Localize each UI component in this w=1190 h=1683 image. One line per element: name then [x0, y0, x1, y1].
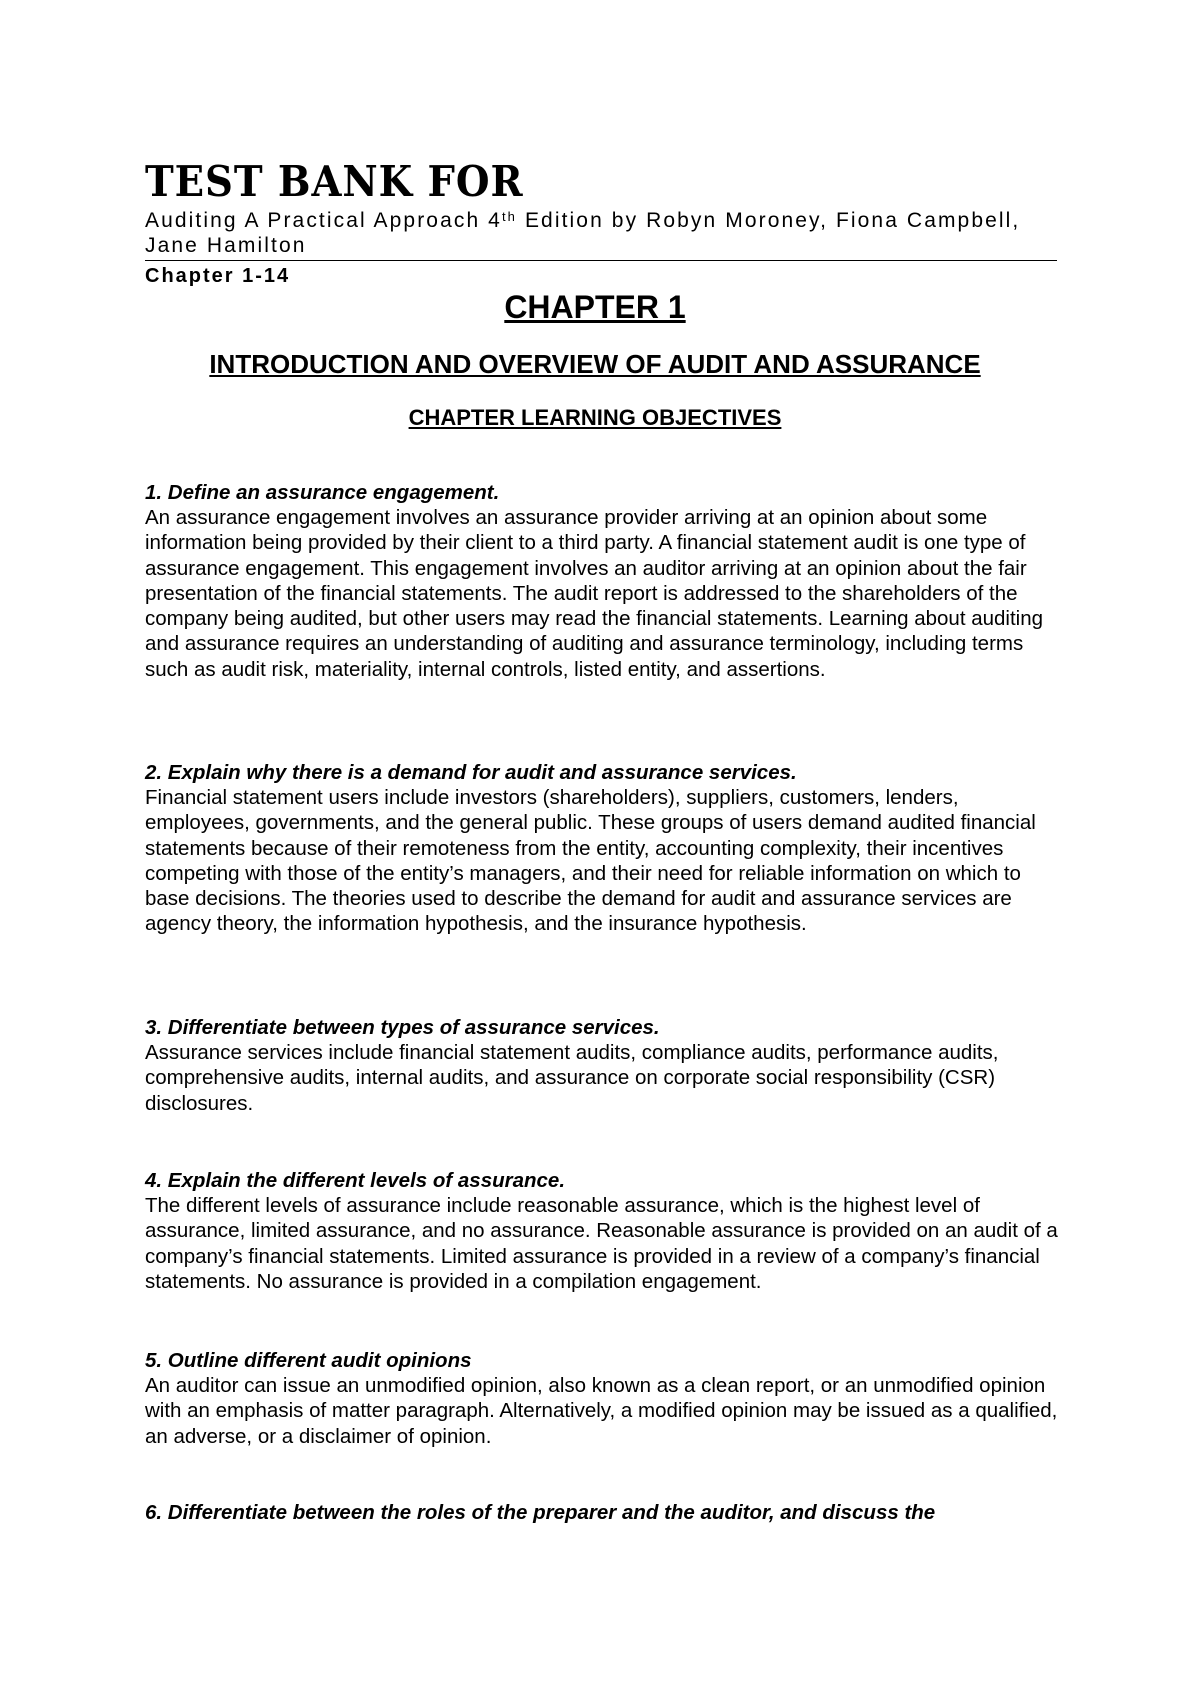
- objective-heading: 1. Define an assurance engagement.: [145, 481, 500, 504]
- objective-section-6: [145, 1500, 1065, 1525]
- header-divider: [145, 260, 1057, 261]
- objective-heading: 5. Outline different audit opinions: [145, 1349, 472, 1372]
- chapter-range: Chapter 1-14: [145, 265, 291, 287]
- objective-body: Financial statement users include investors (shareholders), suppliers, customers, lenders, employees, governments, and the general public. These groups of users demand audited financial statements because of their remoteness from the entity, accounting complexity, their incentives competing with those of the entity’s managers, and their need for reliable information on which to base decisions. The theories used to describe the demand for audit and assurance services are agency theory, the information hypothesis, and the insurance hypothesis.: [145, 786, 1036, 936]
- document-title: TEST BANK FOR: [145, 157, 524, 206]
- chapter-heading: CHAPTER 1: [504, 289, 686, 325]
- objective-section-3: [145, 1015, 1065, 1116]
- subtitle-text-start: Auditing A Practical Approach 4: [145, 209, 502, 232]
- objective-section-2: [145, 760, 1065, 937]
- objectives-heading: CHAPTER LEARNING OBJECTIVES: [408, 405, 782, 430]
- chapter-title: INTRODUCTION AND OVERVIEW OF AUDIT AND ASSURANCE: [209, 349, 981, 379]
- objective-body: Assurance services include financial statement audits, compliance audits, performance audits, comprehensive audits, internal audits, and assurance on corporate social responsibility (CSR) disclosures.: [145, 1041, 999, 1115]
- objective-section-1: [145, 480, 1065, 682]
- book-subtitle: [145, 208, 1045, 258]
- objective-body: An assurance engagement involves an assurance provider arriving at an opinion about some information being provided by their client to a third party. A financial statement audit is one type of assurance engagement. This engagement involves an auditor arriving at an opinion about the fair presentation of the financial statements. The audit report is addressed to the shareholders of the company being audited, but other users may read the financial statements. Learning about auditing and assurance requires an understanding of auditing and assurance terminology, including terms such as audit risk, materiality, internal controls, listed entity, and assertions.: [145, 506, 1044, 681]
- subtitle-text-end: Edition by Robyn Moroney, Fiona Campbell, Jane Hamilton: [145, 209, 1021, 257]
- objective-section-5: [145, 1348, 1065, 1449]
- objective-section-4: [145, 1168, 1065, 1294]
- objective-heading: 2. Explain why there is a demand for audit and assurance services.: [145, 761, 797, 784]
- objective-body: The different levels of assurance include reasonable assurance, which is the highest level of assurance, limited assurance, and no assurance. Reasonable assurance is provided on an audit of a company’s financial statements. Limited assurance is provided in a review of a company’s financial statements. No assurance is provided in a compilation engagement.: [145, 1194, 1058, 1293]
- edition-superscript: th: [501, 209, 518, 224]
- objective-heading: 6. Differentiate between the roles of the preparer and the auditor, and discuss the: [145, 1501, 936, 1524]
- objective-heading: 4. Explain the different levels of assurance.: [145, 1169, 566, 1192]
- objective-body: An auditor can issue an unmodified opinion, also known as a clean report, or an unmodified opinion with an emphasis of matter paragraph. Alternatively, a modified opinion may be issued as a qualified, an adverse, or a disclaimer of opinion.: [145, 1374, 1058, 1448]
- objective-heading: 3. Differentiate between types of assurance services.: [145, 1016, 660, 1039]
